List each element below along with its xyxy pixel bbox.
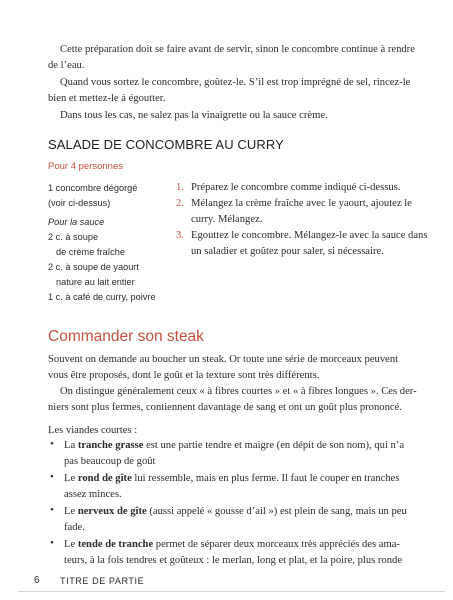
intro-line-1: Cette préparation doit se faire avant de servir, sinon le concombre continue à rendre bbox=[60, 44, 415, 55]
intro-line-4: bien et mettez-le à égoutter. bbox=[48, 93, 166, 104]
bullet-line: teurs, à la fois tendres et goûteux : le merlan, long et plat, et la poire, plus ronde bbox=[64, 555, 403, 566]
bullet-dot: • bbox=[50, 537, 54, 549]
section-p2-line: niers sont plus fermes, contiennent davantage de sang et ont un goût plus prononcé. bbox=[48, 402, 402, 413]
sauce-label: Pour la sauce bbox=[48, 217, 105, 227]
ingredient-line: 2 c. à soupe bbox=[48, 232, 99, 242]
section-p2-line: On distingue généralement ceux « à fibres courtes » et « à fibres longues ». Ces der- bbox=[60, 386, 417, 397]
step-number: 3. bbox=[176, 230, 184, 241]
ingredient-line: 1 concombre dégorgé bbox=[48, 183, 138, 193]
step-number: 2. bbox=[176, 198, 184, 209]
step-text: Egouttez le concombre. Mélangez-le avec la sauce dans bbox=[191, 230, 428, 241]
footer-rule bbox=[18, 591, 445, 592]
intro-line-2: de l’eau. bbox=[48, 60, 85, 71]
step-text: Préparez le concombre comme indiqué ci-dessus. bbox=[191, 182, 401, 193]
section-p1-line: Souvent on demande au boucher un steak. Or toute une série de morceaux peuvent bbox=[48, 354, 399, 365]
bullet-line: Le tende de tranche permet de séparer deux morceaux très appréciés des ama- bbox=[64, 539, 400, 550]
ingredient-line: 1 c. à café de curry, poivre bbox=[48, 292, 156, 302]
bullet-line: fade. bbox=[64, 522, 85, 533]
ingredient-line: de crème fraîche bbox=[56, 247, 125, 257]
ingredient-line: (voir ci-dessus) bbox=[48, 198, 111, 208]
recipe-servings: Pour 4 personnes bbox=[48, 161, 123, 172]
intro-line-5: Dans tous les cas, ne salez pas la vinaigrette ou la sauce crème. bbox=[60, 110, 328, 121]
recipe-title: SALADE DE CONCOMBRE AU CURRY bbox=[48, 137, 284, 152]
bullet-line: La tranche grasse est une partie tendre et maigre (en dépit de son nom), qui n’a bbox=[64, 440, 405, 451]
bullet-line: Le nerveux de gîte (aussi appelé « gousse d’ail ») est plein de sang, mais un peu bbox=[64, 506, 407, 517]
step-text: un saladier et goûtez pour saler, si nécessaire. bbox=[191, 246, 384, 257]
bullet-dot: • bbox=[50, 471, 54, 483]
bullet-line: assez minces. bbox=[64, 489, 122, 500]
bullet-line: Le rond de gîte lui ressemble, mais en plus ferme. Il faut le couper en tranches bbox=[64, 473, 400, 484]
ingredient-line: 2 c. à soupe de yaourt bbox=[48, 262, 139, 272]
section-title: Commander son steak bbox=[48, 328, 204, 345]
step-text: curry. Mélangez. bbox=[191, 214, 263, 225]
running-footer: TITRE DE PARTIE bbox=[60, 576, 145, 586]
page-number: 6 bbox=[34, 575, 41, 586]
ingredient-line: nature au lait entier bbox=[56, 277, 135, 287]
intro-line-3: Quand vous sortez le concombre, goûtez-le. S’il est trop imprégné de sel, rincez-le bbox=[60, 77, 411, 88]
bullet-dot: • bbox=[50, 504, 54, 516]
step-number: 1. bbox=[176, 182, 184, 193]
bullet-dot: • bbox=[50, 438, 54, 450]
step-text: Mélangez la crème fraîche avec le yaourt, ajoutez le bbox=[191, 198, 412, 209]
list-label: Les viandes courtes : bbox=[48, 425, 138, 436]
section-p1-line: vous être proposés, dont le goût et la texture sont très différents. bbox=[48, 370, 320, 381]
bullet-line: pas beaucoup de goût bbox=[64, 456, 156, 467]
